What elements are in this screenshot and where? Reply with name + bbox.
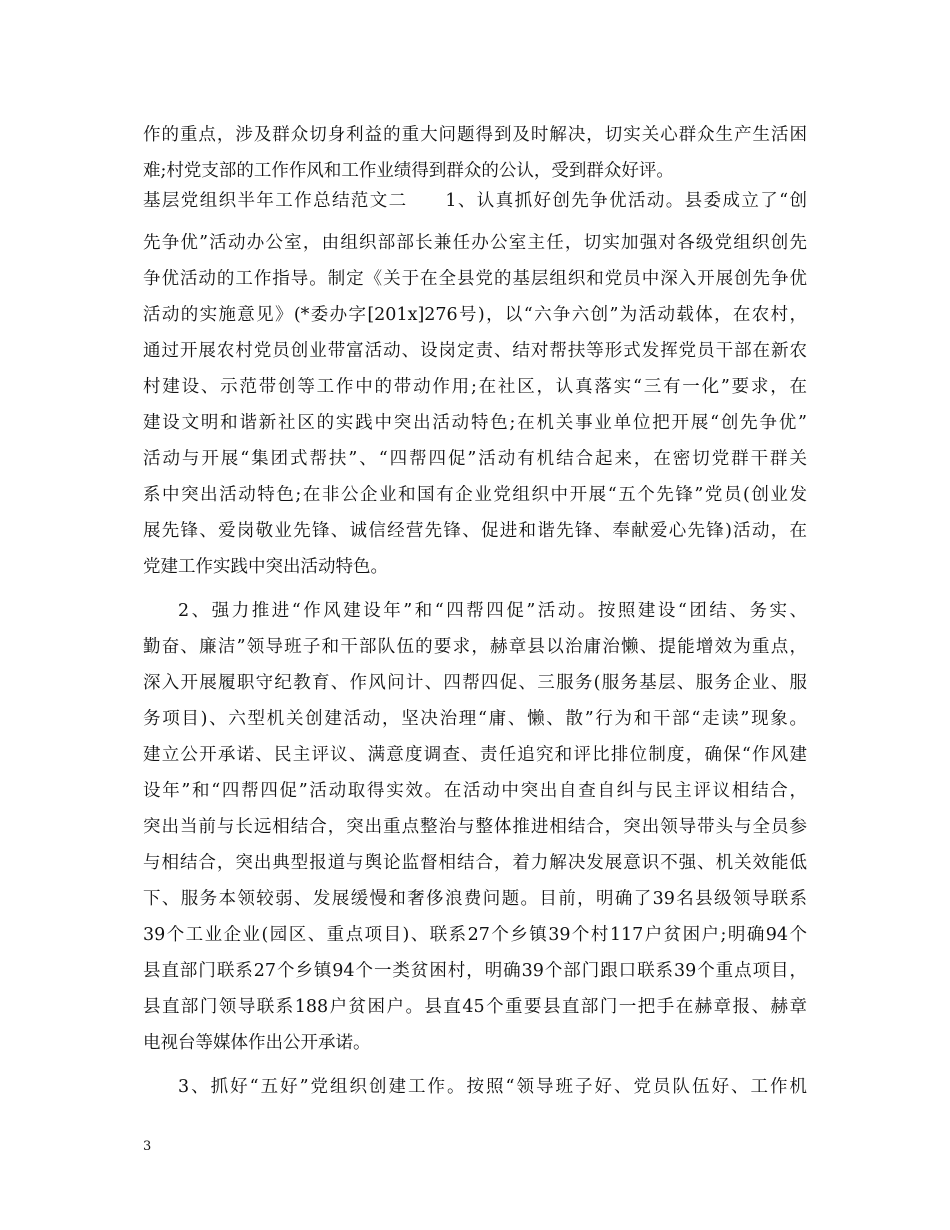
text-line: 突出当前与长远相结合，突出重点整治与整体推进相结合，突出领导带头与全员参	[143, 817, 807, 837]
text-line: 深入开展履职守纪教育、作风问计、四帮四促、三服务(服务基层、服务企业、服	[143, 673, 807, 693]
text-line: 村建设、示范带创等工作中的带动作用;在社区，认真落实“三有一化”要求，在	[143, 377, 807, 397]
text-line: 活动的实施意见》(*委办字[201x]276号)，以“六争六创”为活动载体，在农村，	[143, 305, 807, 325]
text-line: 勤奋、廉洁”领导班子和干部队伍的要求，赫章县以治庸治懒、提能增效为重点，	[143, 637, 807, 657]
text-line: 难;村党支部的工作作风和工作业绩得到群众的公认，受到群众好评。	[143, 161, 674, 181]
text-line: 务项目)、六型机关创建活动，坚决治理“庸、懒、散”行为和干部“走读”现象。	[143, 709, 807, 729]
text-line: 与相结合，突出典型报道与舆论监督相结合，着力解决发展意识不强、机关效能低	[143, 853, 807, 873]
text-line: 设年”和“四帮四促”活动取得实效。在活动中突出自查自纠与民主评议相结合，	[143, 781, 807, 801]
section-heading-line: 基层党组织半年工作总结范文二 1、认真抓好创先争优活动。县委成立了“创	[143, 191, 807, 211]
text-line: 党建工作实践中突出活动特色。	[143, 557, 388, 577]
paragraph-first-line: 3、抓好“五好”党组织创建工作。按照“领导班子好、党员队伍好、工作机	[178, 1077, 807, 1097]
text-line: 系中突出活动特色;在非公企业和国有企业党组织中开展“五个先锋”党员(创业发	[143, 485, 807, 505]
text-line: 作的重点，涉及群众切身利益的重大问题得到及时解决，切实关心群众生产生活困	[143, 125, 807, 145]
page-number: 3	[143, 1139, 152, 1154]
text-line: 下、服务本领较弱、发展缓慢和奢侈浪费问题。目前，明确了39名县级领导联系	[143, 889, 807, 909]
paragraph-first-line: 2、强力推进“作风建设年”和“四帮四促”活动。按照建设“团结、务实、	[178, 601, 807, 621]
text-line: 争优活动的工作指导。制定《关于在全县党的基层组织和党员中深入开展创先争优	[143, 269, 807, 289]
text-line: 先争优”活动办公室，由组织部部长兼任办公室主任，切实加强对各级党组织创先	[143, 233, 807, 253]
text-line: 县直部门联系27个乡镇94个一类贫困村，明确39个部门跟口联系39个重点项目，	[143, 961, 807, 981]
text-line: 活动与开展“集团式帮扶”、“四帮四促”活动有机结合起来，在密切党群干群关	[143, 449, 807, 469]
text-line: 电视台等媒体作出公开承诺。	[143, 1033, 371, 1053]
text-line: 展先锋、爱岗敬业先锋、诚信经营先锋、促进和谐先锋、奉献爱心先锋)活动，在	[143, 521, 807, 541]
text-line: 通过开展农村党员创业带富活动、设岗定责、结对帮扶等形式发挥党员干部在新农	[143, 341, 807, 361]
text-line: 39个工业企业(园区、重点项目)、联系27个乡镇39个村117户贫困户;明确94个	[143, 925, 807, 945]
body-text	[143, 117, 807, 1105]
text-line: 县直部门领导联系188户贫困户。县直45个重要县直部门一把手在赫章报、赫章	[143, 997, 807, 1017]
text-line: 建立公开承诺、民主评议、满意度调查、责任追究和评比排位制度，确保“作风建	[143, 745, 807, 765]
text-line: 建设文明和谐新社区的实践中突出活动特色;在机关事业单位把开展“创先争优”	[143, 413, 807, 433]
